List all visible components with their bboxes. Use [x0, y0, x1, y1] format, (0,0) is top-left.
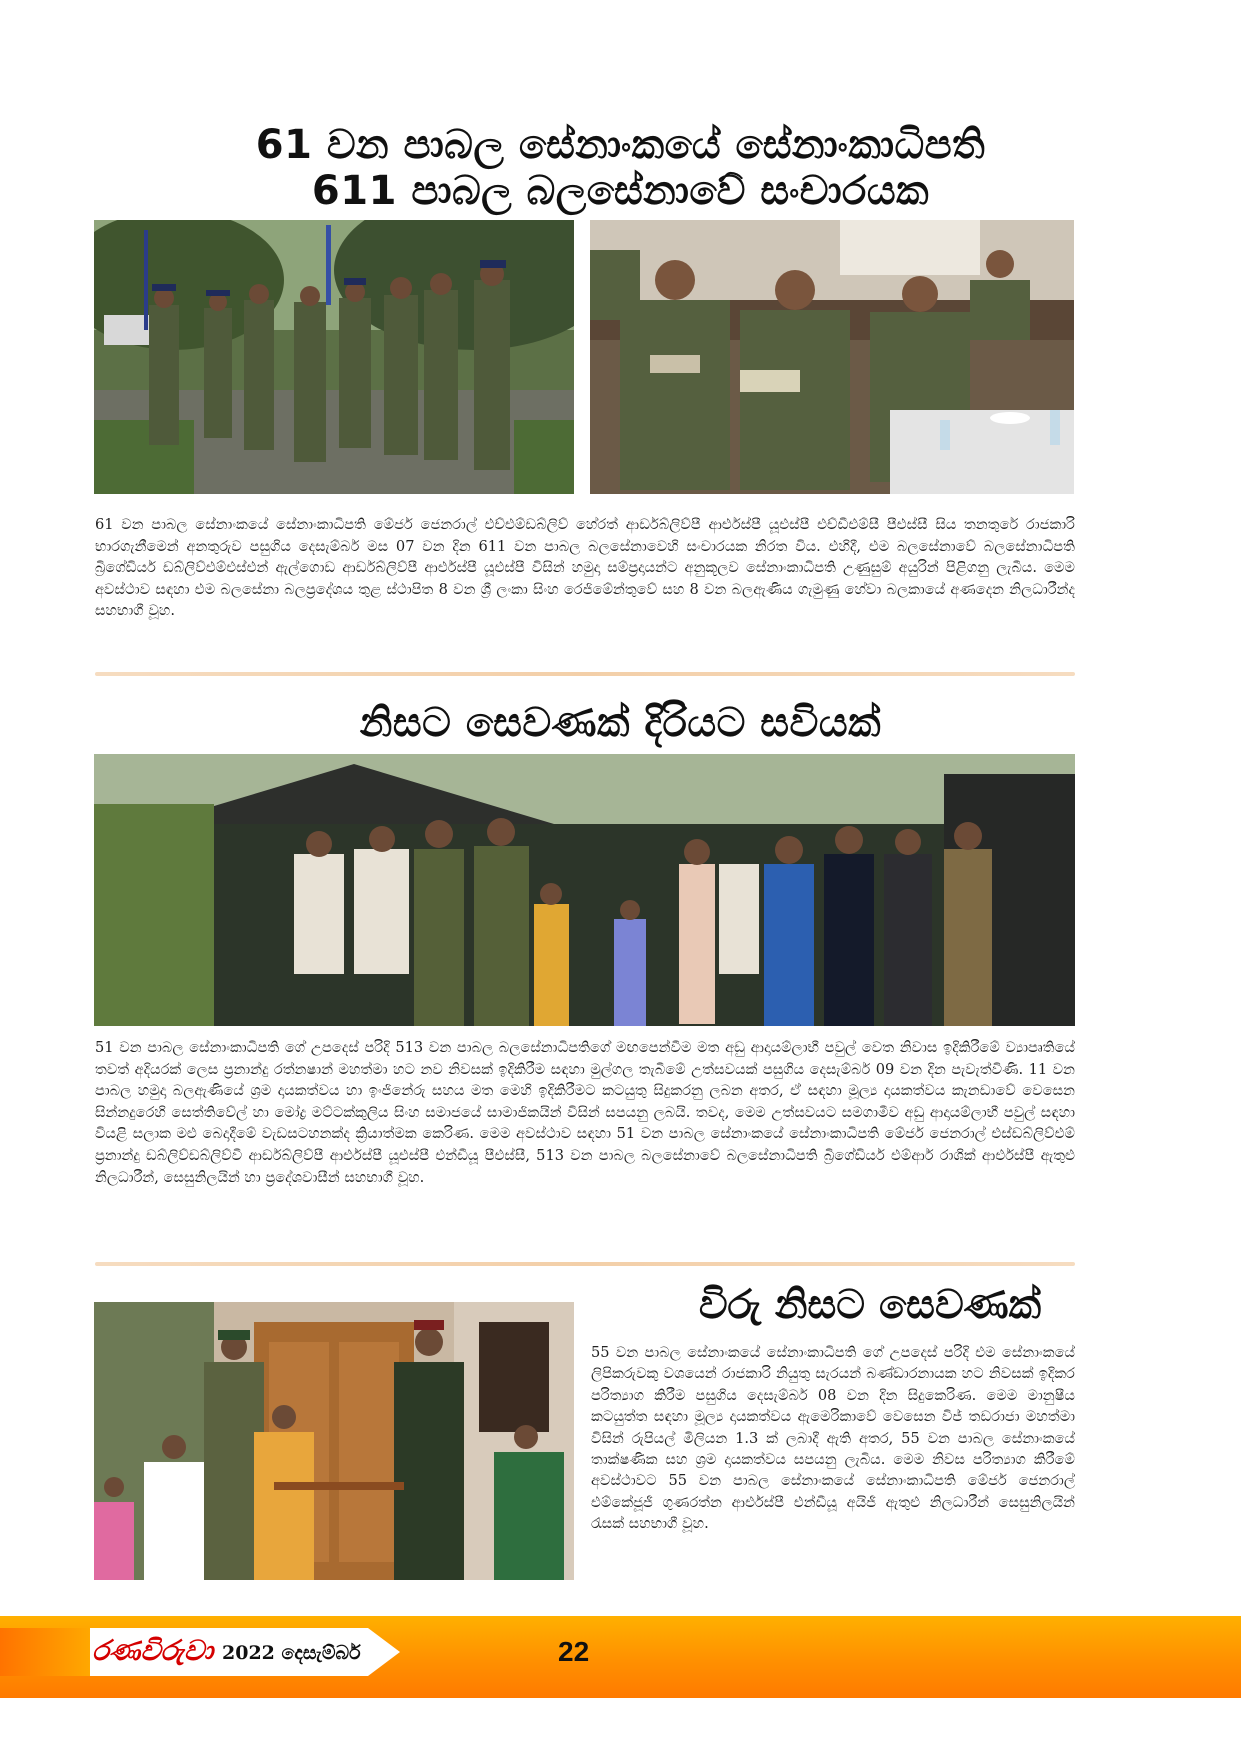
page-number: 22 — [558, 1636, 590, 1667]
section-divider — [95, 672, 1075, 676]
section-divider — [95, 1262, 1075, 1266]
article3-title: විරු නිසට සෙවණක් — [698, 1282, 1042, 1328]
photo-briefing-meeting — [590, 220, 1074, 494]
article3-body: 55 වන පාබල සේනාංකයේ සේනාංකාධිපති ගේ උපදෙස් පරිදි එම සේනාංකයේ ලිපිකරුවකු වශයෙන් රාජකාරි නියුතු සැරයන් බණ්ඩාරනායක හට නිවසක් ඉදිකර පරිත්‍යාග කිරීම පසුගිය දෙසැම්බර් 08 වන දින සිදුකෙරිණ. මෙම මානුෂීය කටයුත්ත සඳහා මූල්‍ය දායකත්වය ඇමෙරිකාවේ වෙසෙන විජ් තඩරාජා මහත්මා විසින් රුපියල් මිලියන 1.3 ක් ලබාදී ඇති අතර, 55 වන පාබල සේනාංකයේ තාක්ෂණික සහ ශ්‍රම දායකත්වය සපයනු ලැබිය. මෙම නිවස පරිත්‍යාග කිරීමේ අවස්ථාවට 55 වන පාබල සේනාංකයේ සේනාංකාධිපති මේජර් ජෙනරාල් එම්කේජූජී ගුණරත්න ආර්එස්පී එන්ඩීයූ අයිජී ඇතුළු නිලධාරීන් සෙසුනිලයින් රැසක් සහභාගී වූහ. — [591, 1344, 1075, 1533]
photo-house-handover — [94, 1302, 574, 1580]
issue-date: 2022 දෙසැම්බර් — [222, 1642, 361, 1664]
article2-body: 51 වන පාබල සේනාංකාධිපති ගේ උපදෙස් පරිදි 513 වන පාබල බලසේනාධිපතිගේ මඟපෙන්වීම මත අඩු ආදායම්ලාභී පවුල් වෙත නිවාස ඉදිකිරීමේ ව්‍යාපෘතියේ තවත් අදියරක් ලෙස ප්‍රනාන්දු රත්නෂාන් මහත්මා හට නව නිවසක් ඉදිකිරීම සඳහා මුල්ගල තැබීමේ උත්සවයක් පසුගිය දෙසැම්බර් 09 වන දින පැවැත්විණි. 11 වන පාබල හමුදා බලඇණියේ ශ්‍රම දායකත්වය හා ඉංජිනේරු සහය මත මෙහි ඉදිකිරීමට කටයුතු සිදුකරනු ලබන අතර, ඒ සඳහා මූල්‍ය දායකත්වය කැනඩාවේ වෙසෙන සින්නදුරෙහි සෙත්තිවේල් හා මෝද්‍ර මට්ටක්කුලිය සිංහ සමාජයේ සාමාජිකයින් විසින් සපයනු ලබයි. තවද, මෙම උත්සවයට සමගාමීව අඩු ආදායම්ලාභී පවුල් සඳහා වියළි සලාක මළු බෙදාදීමේ වැඩසටහනක්ද ක්‍රියාත්මක කෙරිණ. මෙම අවස්ථාව සඳහා 51 වන පාබල සේනාංකයේ සේනාංකාධිපති මේජර් ජෙනරාල් එස්ඩබ්ලිව්එම් ප්‍රනාන්දු ඩබ්ලිව්ඩබ්ලිව්වී ආර්ඩබ්ලිව්පී ආර්එස්පී යූඑස්පී එන්ඩීයූ පීඑස්සී, 513 වන පාබල බලසේනාවේ බලසේනාධිපති බ්‍රිගේඩියර් එම්ආර් රාශික් ආර්එස්පී ඇතුළු නිලධාරීන්, සෙසුනිලයින් හා ප්‍රදේශවාසීන් සහභාගී වූහ. — [95, 1039, 1075, 1186]
article2-title: නිසට සෙවණක් දිරියට සවියක් — [359, 700, 882, 746]
footer-accent — [0, 1628, 90, 1676]
photo-foundation-stone-ceremony — [94, 754, 1075, 1026]
magazine-logo: රණවිරුවා — [92, 1634, 214, 1667]
article1-title-line1: 61 වන පාබල සේනාංකයේ සේනාංකාධිපති — [255, 122, 986, 168]
photo-commander-greeting — [94, 220, 574, 494]
article1-title-line2: 611 පාබල බලසේනාවේ සංචාරයක — [311, 168, 930, 214]
article1-body: 61 වන පාබල සේනාංකයේ සේනාංකාධිපති මේජර් ජෙනරාල් එච්එම්ඩබ්ලිව් හේරත් ආර්ඩබ්ලිව්පී ආර්එස්පී යූඑස්පී එච්ඩීඑම්සී පීඑස්සී සිය තනතුරේ රාජකාරි භාරගැනීමෙන් අනතුරුව පසුගිය දෙසැම්බර් මස 07 වන දින 611 වන පාබල බලසේනාවෙහි සංචාරයක නිරත විය. එහිදී, එම බලසේනාවේ බලසේනාධිපති බ්‍රිගේඩියර් ඩබ්ලිව්එම්එස්එන් ඇල්ගොඩ ආර්ඩබ්ලිව්පී ආර්එස්පී යූඑස්පී විසින් හමුදා සම්ප්‍රදායන්ට අනුකූලව සේනාංකාධිපති උණුසුම් අයුරින් පිළිගනු ලැබීය. මෙම අවස්ථාව සඳහා එම බලසේනා බලප්‍රදේශය තුළ ස්ථාපිත 8 වන ශ්‍රී ලංකා සිංහ රෙජිමේන්තුවේ සහ 8 වන බලඇණිය ගැමුණු හේවා බලකායේ අණදෙන නිලධාරීන්ද සහභාගී වූහ. — [95, 516, 1075, 620]
